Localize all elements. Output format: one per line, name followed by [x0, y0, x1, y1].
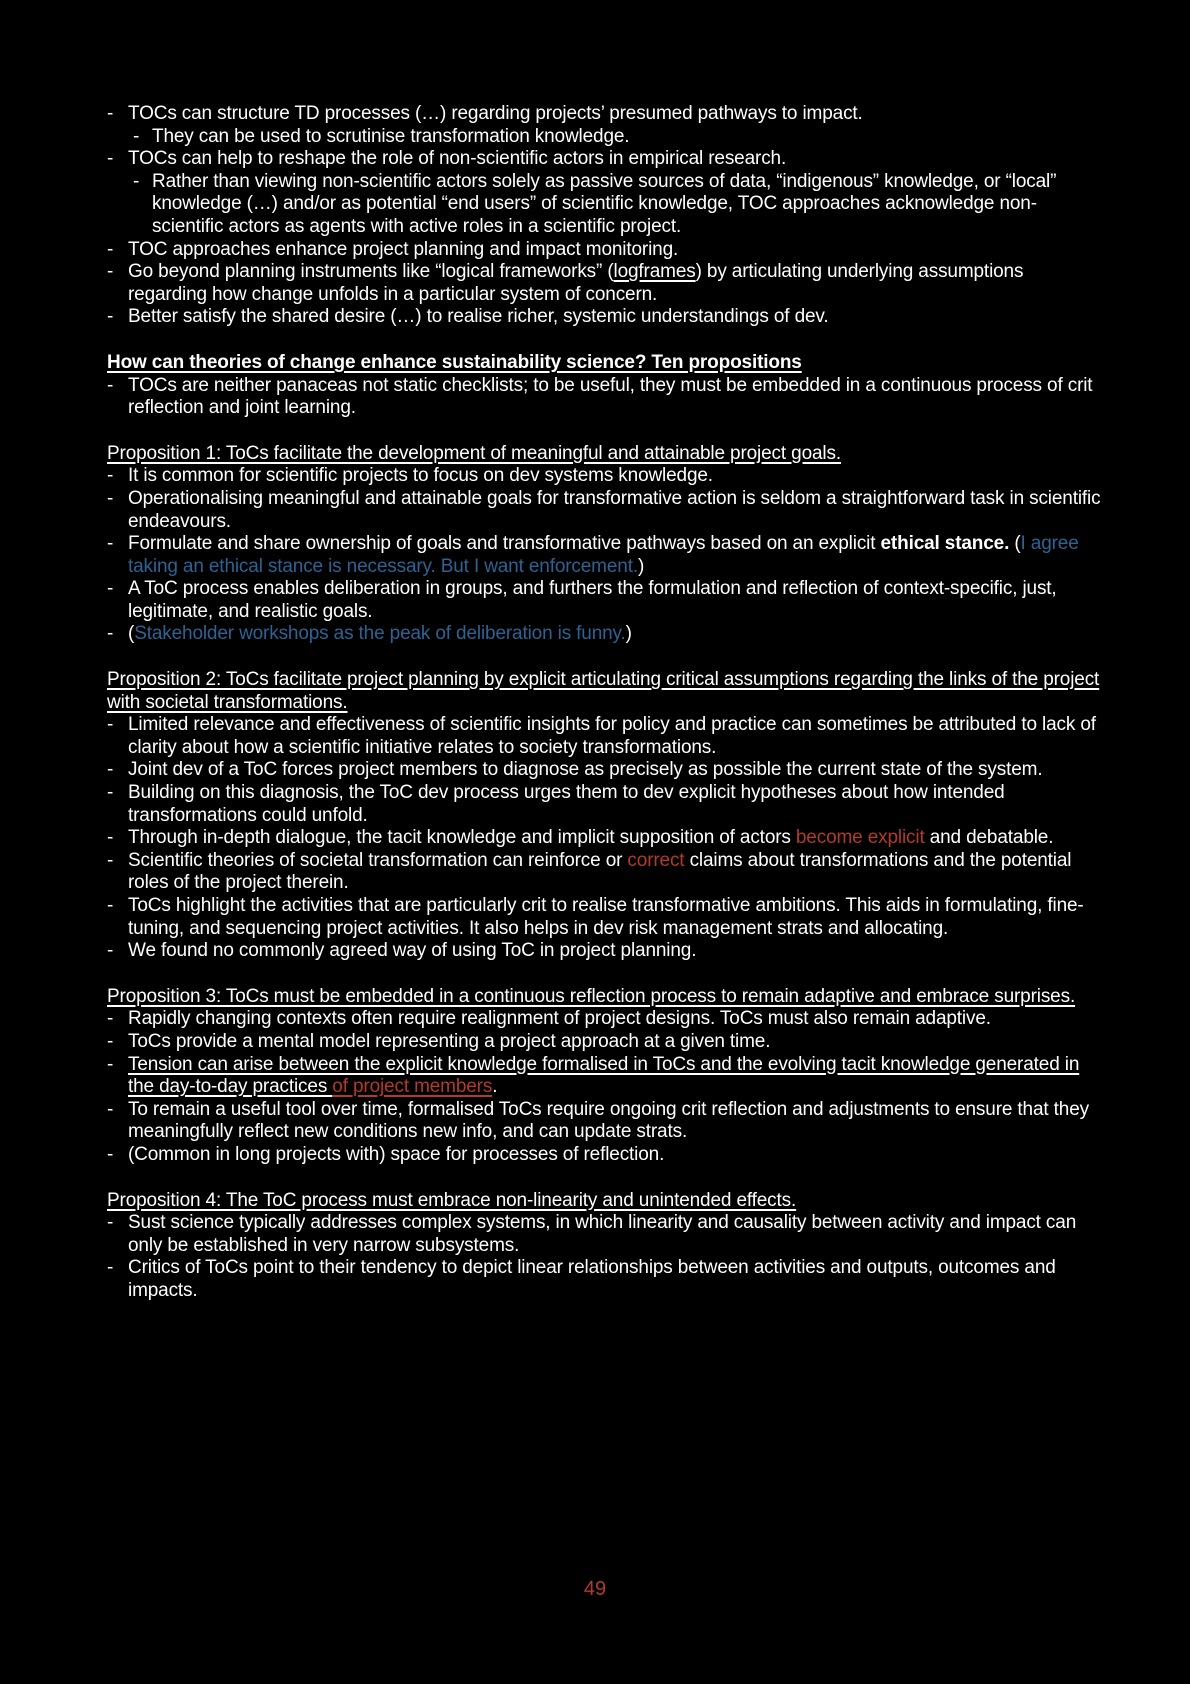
text-segment: TOCs are neither panaceas not static checklists; to be useful, they must be embedded in a continuous process of crit reflection and joint learning.	[128, 374, 1093, 419]
bullet-dash: -	[133, 170, 140, 192]
text-segment: Through in-depth dialogue, the tacit knowledge and implicit supposition of actors	[128, 827, 796, 849]
bullet-item	[107, 1008, 1102, 1031]
text-segment: Better satisfy the shared desire (…) to realise richer, systemic understandings of dev.	[128, 306, 829, 328]
bullet-item	[107, 103, 1102, 126]
bullet-item	[107, 782, 1102, 827]
text-segment: Formulate and share ownership of goals and transformative pathways based on an explicit	[128, 533, 881, 555]
text-segment: of project members	[332, 1076, 493, 1098]
bullet-text	[128, 623, 1102, 646]
text-segment: Stakeholder workshops as the peak of deliberation is funny.	[134, 623, 626, 645]
bullet-text	[128, 1008, 1102, 1031]
bullet-dash: -	[107, 1143, 114, 1165]
text-segment: Tension can arise between the explicit knowledge formalised in ToCs and the evolving tacit knowledge generated in the day-to-day practices	[128, 1053, 1080, 1098]
bullet-item	[107, 306, 1102, 329]
text-segment: They can be used to scrutinise transformation knowledge.	[152, 125, 630, 147]
bullet-item	[107, 533, 1102, 578]
page-number: 49	[583, 1578, 607, 1600]
bullet-dash: -	[107, 714, 114, 736]
section-heading	[107, 352, 1102, 375]
bullet-item	[107, 1144, 1102, 1167]
text-segment: Building on this diagnosis, the ToC dev process urges them to dev explicit hypotheses about how intended transformations could unfold.	[128, 782, 1005, 826]
bullet-dash: -	[107, 895, 114, 916]
spacer	[107, 329, 1102, 352]
bullet-item	[107, 1031, 1102, 1054]
bullet-dash: -	[107, 849, 114, 871]
text-segment: Sust science typically addresses complex systems, in which linearity and causality between activity and impact can only be established in very narrow subsystems.	[128, 1212, 1077, 1256]
text-segment: Rapidly changing contexts often require realignment of project designs. ToCs must also remain adaptive.	[128, 1008, 991, 1030]
text-segment: become explicit	[795, 827, 925, 849]
text-segment: (	[128, 623, 135, 645]
text-segment: correct	[627, 849, 685, 871]
bullet-item	[107, 148, 1102, 171]
bullet-dash: -	[107, 148, 114, 170]
text-segment: ) by articulating underlying assumptions regarding how change unfolds in a particular system of concern.	[128, 261, 1024, 305]
bullet-item	[107, 827, 1102, 850]
bullet-text	[128, 850, 1102, 895]
bullet-item	[107, 465, 1102, 488]
bullet-item	[107, 940, 1102, 963]
text-segment: Proposition 1: ToCs facilitate the development of meaningful and attainable project goals.	[107, 442, 841, 464]
bullet-item	[107, 1257, 1102, 1302]
bullet-text	[128, 148, 1102, 171]
bullet-item	[107, 488, 1102, 533]
bullet-dash: -	[107, 306, 114, 328]
text-segment: Limited relevance and effectiveness of scientific insights for policy and practice can sometimes be attributed to lack of clarity about how a scientific initiative relates to society transformations.	[128, 714, 1096, 758]
bullet-text	[128, 1031, 1102, 1054]
text-segment: Rather than viewing non-scientific actors solely as passive sources of data, “indigenous” knowledge, or “local” knowledge (…) and/or as potential “end users” of scientific knowledge, TOC approaches acknowledge non-scientific actors as agents with active roles in a scientific project.	[152, 170, 1057, 237]
text-segment: How can theories of change enhance sustainability science? Ten propositions	[107, 351, 802, 373]
bullet-item	[107, 1099, 1102, 1144]
bullet-text	[128, 375, 1102, 420]
text-segment: TOCs can structure TD processes (…) regarding projects’ presumed pathways to impact.	[128, 103, 863, 124]
bullet-item	[107, 375, 1102, 420]
text-segment: TOCs can help to reshape the role of non-scientific actors in empirical research.	[128, 148, 787, 170]
bullet-dash: -	[133, 125, 140, 147]
bullet-item	[107, 714, 1102, 759]
text-segment: I agree taking an ethical stance is necessary. But I want enforcement.	[128, 533, 1079, 577]
bullet-item	[107, 126, 1102, 149]
bullet-dash: -	[107, 487, 114, 509]
bullet-text	[128, 714, 1102, 759]
bullet-text	[152, 126, 1102, 149]
bullet-item	[107, 171, 1102, 239]
bullet-dash: -	[107, 1257, 114, 1279]
bullet-text	[128, 306, 1102, 329]
bullet-text	[152, 171, 1102, 239]
text-segment: ToCs highlight the activities that are particularly crit to realise transformative ambitions. This aids in formulating, fine-tuning, and sequencing project activities. It also helps in dev risk management strats and allocating.	[128, 895, 1084, 939]
bullet-dash: -	[107, 623, 114, 645]
bullet-item	[107, 578, 1102, 623]
bullet-item	[107, 623, 1102, 646]
text-segment: Joint dev of a ToC forces project members to diagnose as precisely as possible the current state of the system.	[128, 759, 1043, 781]
bullet-text	[128, 827, 1102, 850]
text-segment: Go beyond planning instruments like “logical frameworks” (	[128, 261, 614, 283]
text-segment: TOC approaches enhance project planning and impact monitoring.	[128, 238, 679, 260]
proposition-heading	[107, 443, 1102, 466]
text-segment: ToCs provide a mental model representing a project approach at a given time.	[128, 1030, 771, 1052]
bullet-item	[107, 850, 1102, 895]
text-segment: It is common for scientific projects to focus on dev systems knowledge.	[128, 465, 713, 487]
bullet-text	[128, 488, 1102, 533]
text-segment: We found no commonly agreed way of using ToC in project planning.	[128, 940, 697, 962]
bullet-dash: -	[107, 238, 114, 260]
bullet-dash: -	[107, 261, 114, 283]
bullet-dash: -	[107, 465, 114, 487]
spacer	[107, 646, 1102, 669]
bullet-dash: -	[107, 782, 114, 804]
text-segment: (Common in long projects with) space for processes of reflection.	[128, 1143, 665, 1165]
text-segment: To remain a useful tool over time, formalised ToCs require ongoing crit reflection and adjustments to ensure that they meaningfully reflect new conditions new info, and can update strats.	[128, 1098, 1089, 1143]
bullet-dash: -	[107, 1098, 114, 1120]
bullet-item	[107, 1212, 1102, 1257]
bullet-dash: -	[107, 374, 114, 396]
bullet-text	[128, 759, 1102, 782]
bullet-item	[107, 1054, 1102, 1099]
text-segment: ethical stance.	[880, 533, 1010, 555]
bullet-text	[128, 239, 1102, 262]
text-segment: Proposition 4: The ToC process must embrace non-linearity and unintended effects.	[107, 1189, 797, 1211]
text-segment: )	[637, 555, 645, 577]
bullet-text	[128, 103, 1102, 126]
bullet-dash: -	[107, 940, 114, 962]
document-content	[107, 103, 1102, 1303]
bullet-text	[128, 578, 1102, 623]
bullet-dash: -	[107, 827, 114, 849]
spacer	[107, 963, 1102, 986]
text-segment: )	[625, 623, 632, 645]
text-segment: logframes	[613, 261, 696, 283]
bullet-dash: -	[107, 103, 114, 124]
text-segment: and debatable.	[924, 827, 1054, 849]
text-segment: Critics of ToCs point to their tendency to depict linear relationships between activities and outputs, outcomes and impacts.	[128, 1257, 1056, 1301]
bullet-text	[128, 1257, 1102, 1302]
spacer	[107, 1167, 1102, 1190]
bullet-text	[128, 1054, 1102, 1099]
text-segment: Scientific theories of societal transformation can reinforce or	[128, 849, 628, 871]
bullet-text	[128, 940, 1102, 963]
proposition-heading	[107, 1190, 1102, 1213]
text-segment: claims about transformations and the potential roles of the project therein.	[128, 849, 1072, 894]
bullet-text	[128, 1212, 1102, 1257]
bullet-text	[128, 1144, 1102, 1167]
bullet-item	[107, 261, 1102, 306]
bullet-dash: -	[107, 759, 114, 781]
bullet-item	[107, 239, 1102, 262]
text-segment: A ToC process enables deliberation in groups, and furthers the formulation and reflection of context-specific, just, legitimate, and realistic goals.	[128, 578, 1057, 622]
bullet-text	[128, 261, 1102, 306]
bullet-item	[107, 895, 1102, 940]
proposition-heading	[107, 986, 1102, 1009]
text-segment: Proposition 2: ToCs facilitate project planning by explicit articulating critical assumptions regarding the links of the project with societal transformations.	[107, 669, 1100, 713]
bullet-dash: -	[107, 1030, 114, 1052]
proposition-heading	[107, 669, 1102, 714]
bullet-text	[128, 895, 1102, 940]
bullet-dash: -	[107, 1008, 114, 1030]
bullet-dash: -	[107, 578, 114, 600]
bullet-text	[128, 782, 1102, 827]
text-segment: (	[1009, 533, 1021, 555]
text-segment: Operationalising meaningful and attainable goals for transformative action is seldom a straightforward task in scientific endeavours.	[128, 487, 1101, 532]
bullet-dash: -	[107, 1212, 114, 1234]
bullet-text	[128, 1099, 1102, 1144]
bullet-dash: -	[107, 533, 114, 555]
bullet-item	[107, 759, 1102, 782]
spacer	[107, 420, 1102, 443]
bullet-text	[128, 533, 1102, 578]
text-segment: .	[492, 1076, 498, 1098]
bullet-dash: -	[107, 1053, 114, 1075]
bullet-text	[128, 465, 1102, 488]
text-segment: Proposition 3: ToCs must be embedded in a continuous reflection process to remain adaptive and embrace surprises.	[107, 985, 1076, 1007]
